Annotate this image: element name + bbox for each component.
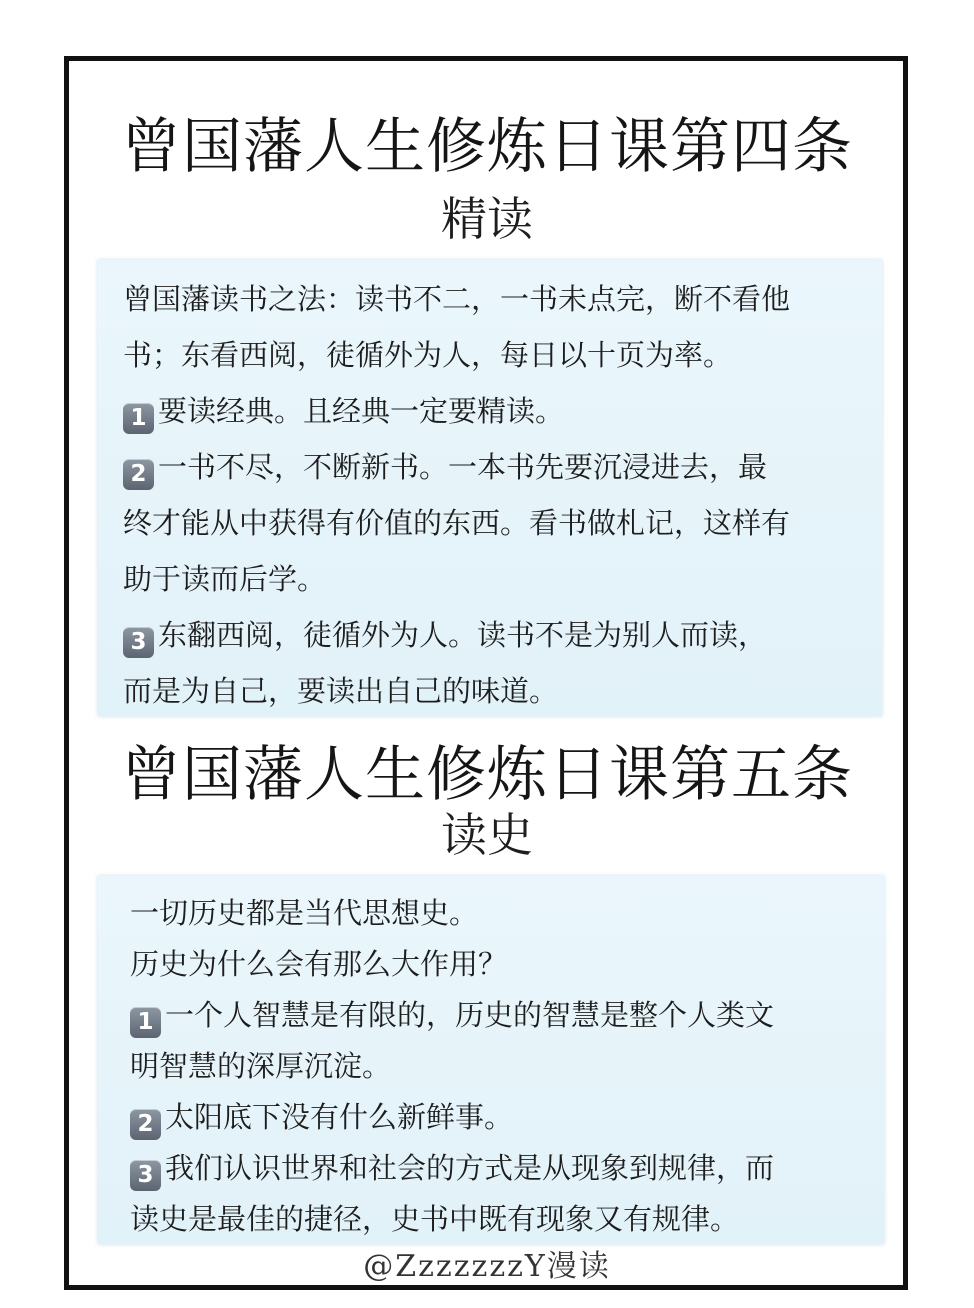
section4-title: 曾国藩人生修炼日课第四条	[121, 112, 853, 182]
text-line	[123, 506, 791, 540]
keycap-digit-icon: 1	[123, 403, 154, 434]
text-line	[130, 1049, 392, 1083]
keycap-digit-icon: 2	[123, 459, 154, 490]
paragraph-text: 要读经典。且经典一定要精读。	[158, 394, 565, 428]
text-line	[130, 1202, 740, 1236]
text-line	[130, 896, 479, 930]
paragraph-text: 终才能从中获得有价值的东西。看书做札记，这样有	[123, 506, 791, 540]
text-line	[123, 450, 768, 490]
text-line	[130, 1151, 775, 1191]
text-line	[123, 618, 768, 658]
text-line	[123, 282, 791, 316]
watermark: @ZzzzzzzY漫读	[363, 1249, 611, 1284]
paragraph-text: 助于读而后学。	[123, 562, 327, 596]
section4-subtitle: 精读	[441, 192, 533, 246]
paragraph-text: 历史为什么会有那么大作用？	[130, 947, 508, 981]
text-line	[123, 338, 733, 372]
section5-subtitle: 读史	[441, 808, 533, 862]
paragraph-text: 而是为自己，要读出自己的味道。	[123, 674, 559, 708]
text-line	[130, 998, 775, 1038]
text-line	[130, 947, 508, 981]
keycap-digit-icon: 3	[123, 627, 154, 658]
paragraph-text: 一个人智慧是有限的，历史的智慧是整个人类文	[165, 998, 775, 1032]
paragraph-text: 一切历史都是当代思想史。	[130, 896, 479, 930]
text-line	[130, 1100, 514, 1140]
section4-content-card	[98, 260, 882, 716]
paragraph-text: 书；东看西阅，徒循外为人，每日以十页为率。	[123, 338, 733, 372]
section5-title: 曾国藩人生修炼日课第五条	[121, 740, 853, 810]
keycap-digit-icon: 2	[130, 1109, 161, 1140]
paragraph-text: 曾国藩读书之法：读书不二，一书未点完，断不看他	[123, 282, 791, 316]
section5-content-card	[98, 876, 884, 1244]
paragraph-text: 我们认识世界和社会的方式是从现象到规律，而	[165, 1151, 775, 1185]
text-line	[123, 674, 559, 708]
paragraph-text: 太阳底下没有什么新鲜事。	[165, 1100, 514, 1134]
keycap-digit-icon: 1	[130, 1007, 161, 1038]
paragraph-text: 读史是最佳的捷径，史书中既有现象又有规律。	[130, 1202, 740, 1236]
text-line	[123, 562, 327, 596]
paragraph-text: 明智慧的深厚沉淀。	[130, 1049, 392, 1083]
paragraph-text: 一书不尽，不断新书。一本书先要沉浸进去，最	[158, 450, 768, 484]
text-line	[123, 394, 565, 434]
keycap-digit-icon: 3	[130, 1160, 161, 1191]
paragraph-text: 东翻西阅，徒循外为人。读书不是为别人而读，	[158, 618, 768, 652]
